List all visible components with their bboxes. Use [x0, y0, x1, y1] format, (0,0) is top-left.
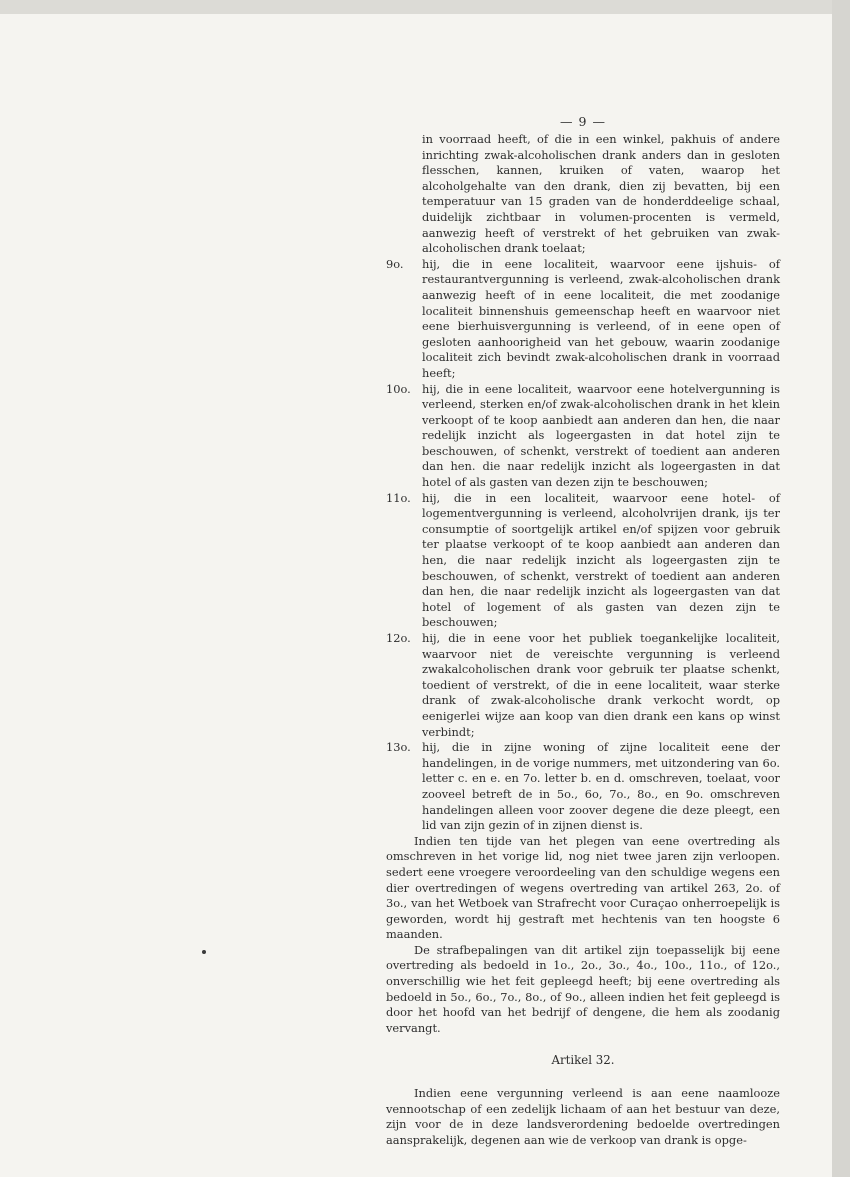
list-item: [386, 740, 780, 834]
text-column: [386, 114, 780, 1148]
item-text: hij, die in eene voor het publiek toegankelijke localiteit, waarvoor niet de vereischte vergunning is verleend zwakalcoholischen drank voor gebruik ter plaatse schenkt, toedient of verstrekt, of die in eene localiteit, waar sterke drank of zwak-alcoholische drank verkocht wordt, op eenigerlei wijze aan koop van dien drank een kans op winst verbindt;: [422, 631, 780, 739]
item-number: 13o.: [386, 740, 411, 755]
page-number: — 9 —: [560, 114, 606, 129]
article-heading: Artikel 32.: [551, 1053, 615, 1068]
list-item: [386, 631, 780, 740]
item-number: 12o.: [386, 631, 411, 645]
scan-border-top: [0, 0, 850, 14]
margin-dot: [202, 950, 206, 954]
body-paragraph: De strafbepalingen van dit artikel zijn toepasselijk bij eene overtreding als bedoeld in 1o., 2o., 3o., 4o., 10o., 11o., of 12o., onverschillig wie het feit gepleegd heeft; bij eene overtreding als bedoeld in 5o., 6o., 7o., 8o., of 9o., alleen indien het feit gepleegd is door het hoofd van het bedrijf of dengene, die hem als zoodanig vervangt.: [386, 942, 780, 1035]
article-paragraph: Indien eene vergunning verleend is aan eene naamlooze vennootschap of een zedelijk lichaam of aan het bestuur van deze, zijn voor de in deze landsverordening bedoelde overtredingen aansprakelijk, degenen aan wie de verkoop van drank is opge-: [386, 1086, 780, 1147]
item-text: hij, die in zijne woning of zijne localiteit eene der handelingen, in de vorige nummers, met uitzondering van 6o. letter c. en e. en 7o. letter b. en d. omschreven, toelaat, voor zooveel betreft de in 5o., 6o, 7o., 8o., en 9o. omschreven handelingen alleen voor zoover degene die deze pleegt, een lid van zijn gezin of in zijnen dienst is.: [422, 740, 780, 833]
list-item: [386, 257, 780, 382]
item-text: hij, die in eene localiteit, waarvoor eene ijshuis- of restaurantvergunning is verleend, zwak-alcoholischen drank aanwezig heeft of in eene localiteit, die met zoodanige localiteit binnenshuis gemeenschap heeft en waarvoor niet eene bierhuisvergunning is verleend, of in eene open of gesloten aanhoorigheid van het gebouw, waarin zoodanige localiteit zich bevindt zwak-alcoholischen drank in voorraad heeft;: [422, 256, 780, 380]
list-item: [386, 491, 780, 631]
item-text: hij, die in een localiteit, waarvoor eene hotel- of logementvergunning is verleend, alcoholvrijen drank, ijs ter consumptie of soortgelijk artikel en/of spijzen voor gebruik ter plaatse verkoopt of te koop aanbiedt aan anderen dan hen, die naar redelijk inzicht als logeergasten zijn te beschouwen, of schenkt, verstrekt of toedient aan anderen dan hen, die naar redelijk inzicht als logeergasten van dat hotel of logement of als gasten van dezen zijn te beschouwen;: [422, 490, 780, 630]
item-text: hij, die in eene localiteit, waarvoor eene hotelvergunning is verleend, sterken en/of zwak-alcoholischen drank in het klein verkoopt of te koop aanbiedt aan anderen dan hen, die naar redelijk inzicht als logeergasten in dat hotel zijn te beschouwen, of schenkt, verstrekt of toedient aan anderen dan hen. die naar redelijk inzicht als logeergasten in dat hotel of als gasten van dezen zijn te beschouwen;: [422, 381, 780, 490]
intro-paragraph: in voorraad heeft, of die in een winkel, pakhuis of andere inrichting zwak-alcoholischen drank anders dan in gesloten flesschen, kannen, kruiken of vaten, waarop het alcoholgehalte van den drank, dien zij bevatten, bij een temperatuur van 15 graden van de honderddeelige schaal, duidelijk zichtbaar in volumen-procenten is vermeld, aanwezig heeft of verstrekt of het gebruiken van zwak-alcoholischen drank toelaat;: [422, 132, 780, 256]
item-number: 10o.: [386, 381, 411, 396]
item-number: 11o.: [386, 490, 411, 505]
item-number: 9o.: [386, 256, 404, 271]
body-paragraph: Indien ten tijde van het plegen van eene overtreding als omschreven in het vorige lid, nog niet twee jaren zijn verloopen. sedert eene vroegere veroordeeling van den schuldige wegens een dier overtredingen of wegens overtreding van artikel 263, 2o. of 3o., van het Wetboek van Strafrecht voor Curaçao onherroepelijk is geworden, wordt hij gestraft met hechtenis van ten hoogste 6 maanden.: [386, 833, 780, 942]
list-item: [386, 382, 780, 491]
scan-border-right: [832, 0, 850, 1177]
document-page: [0, 14, 832, 1177]
